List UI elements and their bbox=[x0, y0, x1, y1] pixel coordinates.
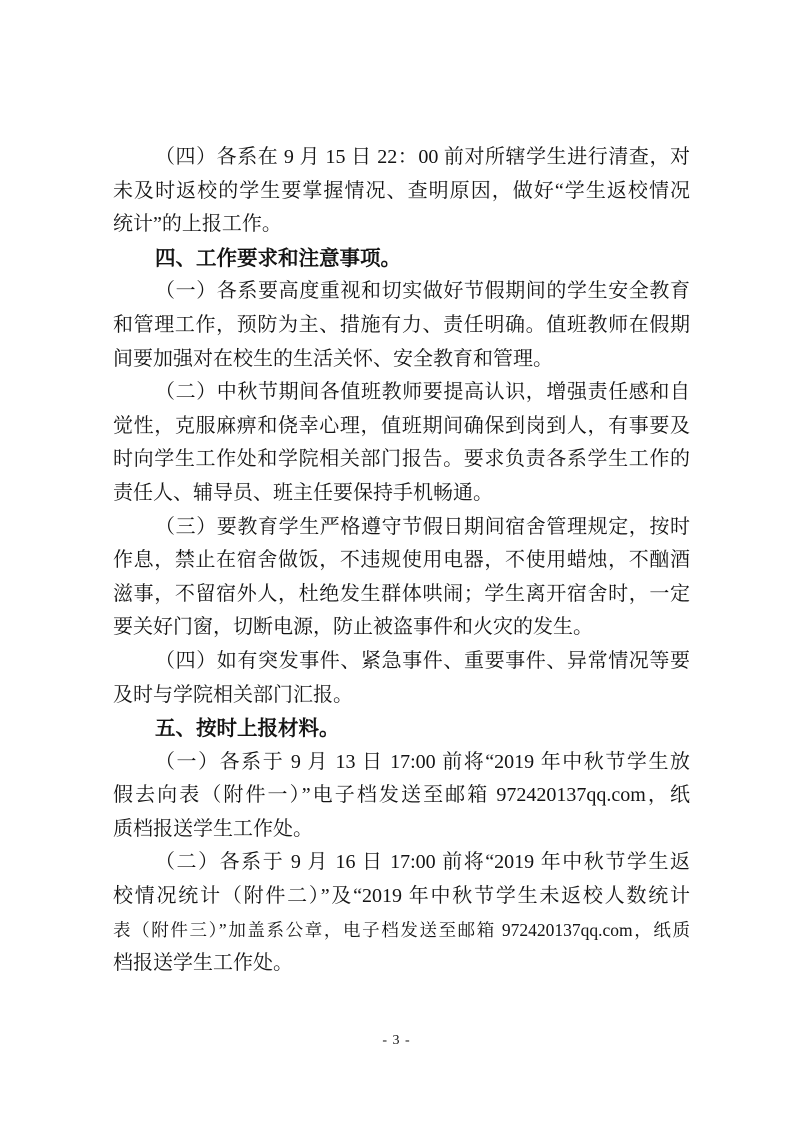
text-line: （一）各系要高度重视和切实做好节假期间的学生安全教育 bbox=[155, 280, 690, 303]
text-line: 要关好门窗，切断电源，防止被盗事件和火灾的发生。 bbox=[113, 616, 593, 639]
text-line: 作息，禁止在宿舍做饭，不违规使用电器，不使用蜡烛，不酗酒 bbox=[113, 549, 690, 572]
page-number: - 3 - bbox=[382, 1033, 411, 1048]
text-line: 和管理工作，预防为主、措施有力、责任明确。值班教师在假期 bbox=[113, 313, 690, 336]
text-line: 假去向表（附件一）”电子档发送至邮箱 972420137qq.com，纸 bbox=[113, 784, 690, 807]
text-line: （四）如有突发事件、紧急事件、重要事件、异常情况等要 bbox=[155, 649, 690, 672]
text-line: 质档报送学生工作处。 bbox=[113, 817, 313, 840]
text-line: 间要加强对在校生的生活关怀、安全教育和管理。 bbox=[113, 347, 553, 370]
text-line: （一）各系于 9 月 13 日 17:00 前将“2019 年中秋节学生放 bbox=[155, 750, 690, 773]
text-line: 统计”的上报工作。 bbox=[113, 213, 282, 236]
section-heading: 五、按时上报材料。 bbox=[155, 717, 340, 741]
text-line: （三）要教育学生严格遵守节假日期间宿舍管理规定，按时 bbox=[155, 515, 690, 538]
text-line: 及时与学院相关部门汇报。 bbox=[113, 683, 353, 706]
text-line: 未及时返校的学生要掌握情况、查明原因，做好“学生返校情况 bbox=[113, 179, 690, 202]
text-line: 责任人、辅导员、班主任要保持手机畅通。 bbox=[113, 481, 493, 504]
text-line: 滋事，不留宿外人，杜绝发生群体哄闹；学生离开宿舍时，一定 bbox=[113, 582, 690, 605]
text-line: （二）各系于 9 月 16 日 17:00 前将“2019 年中秋节学生返 bbox=[155, 851, 690, 874]
text-line: 觉性，克服麻痹和侥幸心理，值班期间确保到岗到人，有事要及 bbox=[113, 414, 690, 437]
document-body bbox=[113, 141, 690, 981]
text-line: （四）各系在 9 月 15 日 22：00 前对所辖学生进行清查，对 bbox=[155, 146, 690, 168]
section-heading: 四、工作要求和注意事项。 bbox=[155, 246, 401, 270]
text-line: 时向学生工作处和学院相关部门报告。要求负责各系学生工作的 bbox=[113, 448, 690, 471]
text-line: 表（附件三）”加盖系公章，电子档发送至邮箱 972420137qq.com，纸质 bbox=[113, 919, 690, 940]
text-line: 档报送学生工作处。 bbox=[113, 952, 293, 975]
text-line: 校情况统计（附件二）”及“2019 年中秋节学生未返校人数统计 bbox=[113, 885, 690, 908]
text-line: （二）中秋节期间各值班教师要提高认识，增强责任感和自 bbox=[155, 381, 690, 404]
